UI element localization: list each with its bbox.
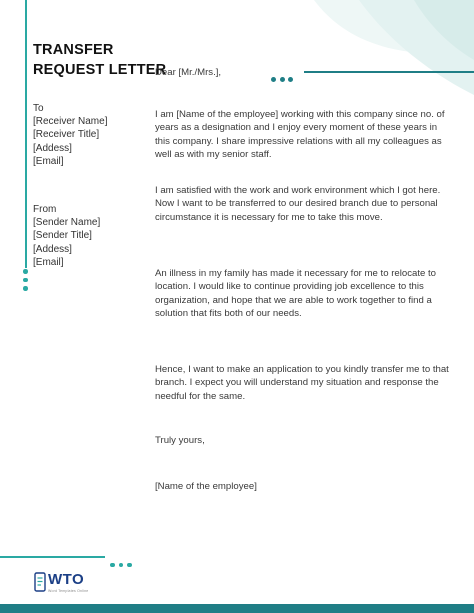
receiver-title: [Receiver Title] [33,129,100,141]
paragraph-1: I am [Name of the employee] working with this company since no. of years as a designation and I enjoy every moment of these years in this company. I share impressive relations with all my colleagues as well as with my senior staff. [155,109,445,160]
footer-bar [0,604,474,613]
salutation: Dear [Mr./Mrs.], [155,67,222,78]
footer-dots [110,554,136,572]
sender-address: [Addess] [33,243,72,255]
receiver-email: [Email] [33,155,64,167]
document-icon [34,570,47,594]
sender-title: [Sender Title] [33,230,92,242]
sender-name: [Sender Name] [33,217,101,229]
paragraph-3: An illness in my family has made it necessary for me to relocate to location. I would like to continue providing job excellence to this organization, and hope that we are able to work together to find a solution that fits both of our needs. [155,268,436,319]
sidebar-accent-line [25,0,27,268]
recipient-block [33,102,107,168]
logo-subtext: Word Templates Online [48,589,89,593]
footer-rule [0,556,105,558]
logo-wordmark: WTO [48,571,85,588]
paragraph-4: Hence, I want to make an application to you kindly transfer me to that branch. I expect you will understand my situation and response the needful for the same. [155,364,449,402]
paragraph-2: I am satisfied with the work and work environment which I got here. Now I want to be transferred to our desired branch due to personal circumstance it is necessary for me to take this move. [155,185,441,223]
from-heading: From [33,204,57,215]
receiver-address: [Addess] [33,142,72,154]
title-line-1: TRANSFER [33,42,114,58]
document-title [33,40,167,80]
receiver-name: [Receiver Name] [33,116,108,128]
to-heading: To [33,103,44,114]
sidebar-dots [23,269,28,295]
sender-email: [Email] [33,256,64,268]
sender-block [33,203,100,269]
decorative-wave [274,0,474,110]
title-line-2: REQUEST LETTER [33,62,167,78]
closing: Truly yours, [155,435,205,446]
signature: [Name of the employee] [155,481,257,492]
